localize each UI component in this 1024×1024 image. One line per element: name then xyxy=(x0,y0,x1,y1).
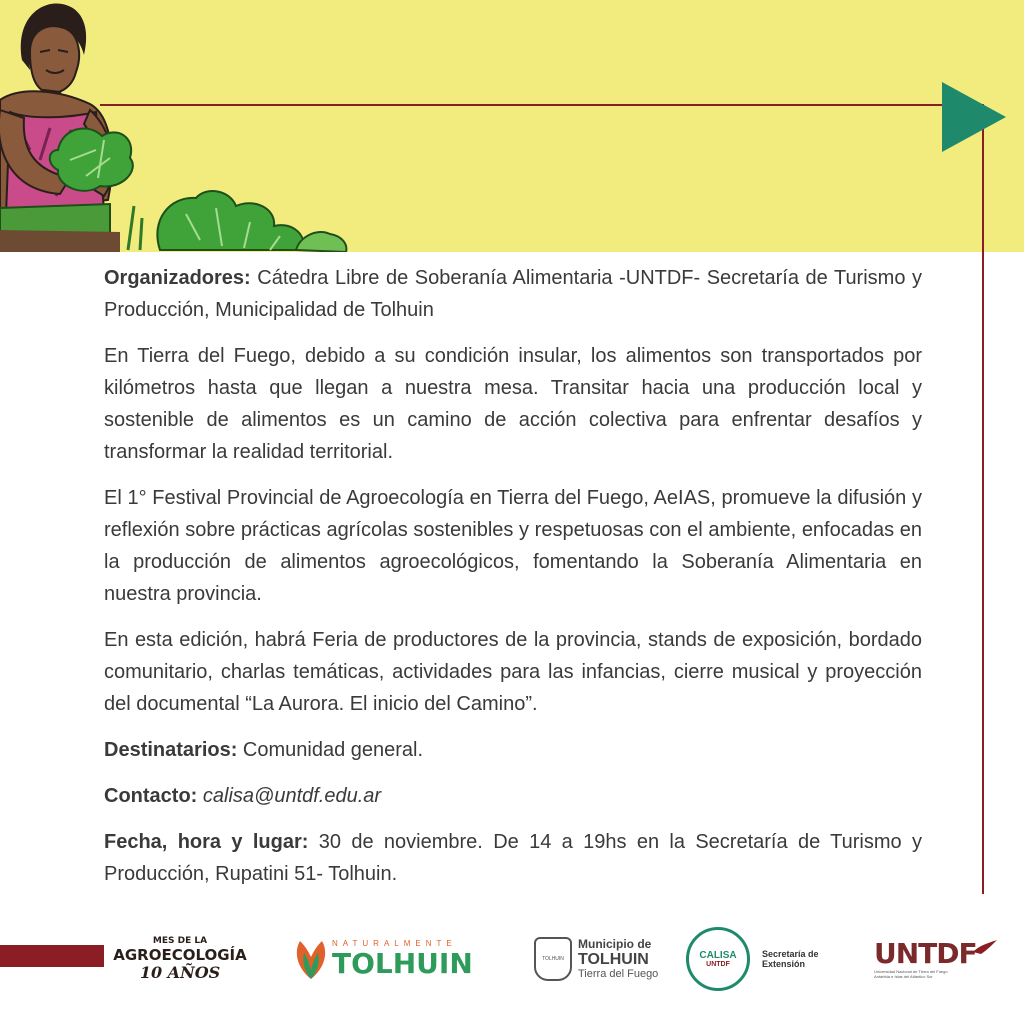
untdf-wordmark: UNTDF xyxy=(874,937,977,970)
schedule-paragraph xyxy=(104,826,922,890)
bird-icon xyxy=(973,940,997,956)
untdf-subtitle-1: Universidad Nacional de Tierra del Fuego xyxy=(874,969,948,974)
agroecologia-line2: AGROECOLOGÍA xyxy=(113,946,247,964)
naturalmente-tolhuin-logo xyxy=(294,924,504,994)
agroecologia-line1: MES DE LA xyxy=(152,936,208,946)
agroecologia-line3: 10 AÑOS xyxy=(139,963,221,982)
calisa-sub: UNTDF xyxy=(706,960,730,968)
municipio-line1: Municipio de xyxy=(578,937,652,951)
municipio-tolhuin-logo xyxy=(534,924,674,994)
event-description xyxy=(104,262,922,904)
schedule-label: Fecha, hora y lugar: xyxy=(104,831,309,853)
audience-paragraph xyxy=(104,734,922,766)
municipio-line3: Tierra del Fuego xyxy=(578,968,659,980)
decorative-line-horizontal xyxy=(100,104,984,106)
municipio-line2: TOLHUIN xyxy=(578,951,649,968)
contact-label: Contacto: xyxy=(104,785,198,807)
tolhuin-leaf-icon xyxy=(294,937,328,981)
schedule-text: 30 de noviembre. De 14 a 19hs en la Secretaría de Turismo y Producción, Rupatini 51- Tolhuin. xyxy=(104,831,922,885)
body-paragraph-festival: El 1° Festival Provincial de Agroecología en Tierra del Fuego, AeIAS, promueve la difusión y reflexión sobre prácticas agrícolas sostenibles y respetuosas con el ambiente, enfocadas en la producción de alimentos agroecológicos, fomentando la Soberanía Alimentaria en nuestra provincia. xyxy=(104,487,922,605)
audience-label: Destinatarios: xyxy=(104,739,238,761)
contact-email[interactable]: calisa@untdf.edu.ar xyxy=(202,785,382,807)
untdf-logo xyxy=(874,924,1004,994)
untdf-subtitle-2: Antártida e Islas del Atlántico Sur xyxy=(874,974,933,979)
tolhuin-tagline: NATURALMENTE xyxy=(332,939,457,948)
decorative-line-vertical xyxy=(982,104,984,894)
sponsor-logos xyxy=(110,924,1010,994)
footer-accent-bar xyxy=(0,945,104,967)
body-paragraph-context: En Tierra del Fuego, debido a su condición insular, los alimentos son transportados por kilómetros hasta que llegan a nuestra mesa. Transitar hacia una producción local y sostenible de alimentos es un camino de acción colectiva para enfrentar desafíos y transformar la realidad territorial. xyxy=(104,345,922,463)
contact-paragraph xyxy=(104,780,922,812)
woman-with-vegetables-illustration xyxy=(0,0,350,252)
secretaria-extension-text: Secretaría de Extensión xyxy=(762,949,819,969)
municipio-seal xyxy=(534,937,572,981)
arrow-icon xyxy=(942,82,1006,152)
audience-text: Comunidad general. xyxy=(237,739,424,761)
organizers-paragraph xyxy=(104,262,922,326)
secretaria-extension-logo xyxy=(762,924,862,994)
municipio-seal-text: TOLHUIN xyxy=(542,956,564,962)
calisa-text: CALISA xyxy=(699,949,737,961)
body-paragraph-activities: En esta edición, habrá Feria de productores de la provincia, stands de exposición, bordado comunitario, charlas temáticas, actividades para las infancias, cierre musical y proyección del documental “La Aurora. El inicio del Camino”. xyxy=(104,629,922,715)
calisa-logo xyxy=(686,924,750,994)
agroecologia-logo xyxy=(110,924,250,994)
organizers-label: Organizadores: xyxy=(104,267,251,289)
tolhuin-wordmark: TOLHUIN xyxy=(332,947,473,980)
organizers-text: Cátedra Libre de Soberanía Alimentaria -UNTDF- Secretaría de Turismo y Producción, Municipalidad de Tolhuin xyxy=(104,267,922,321)
